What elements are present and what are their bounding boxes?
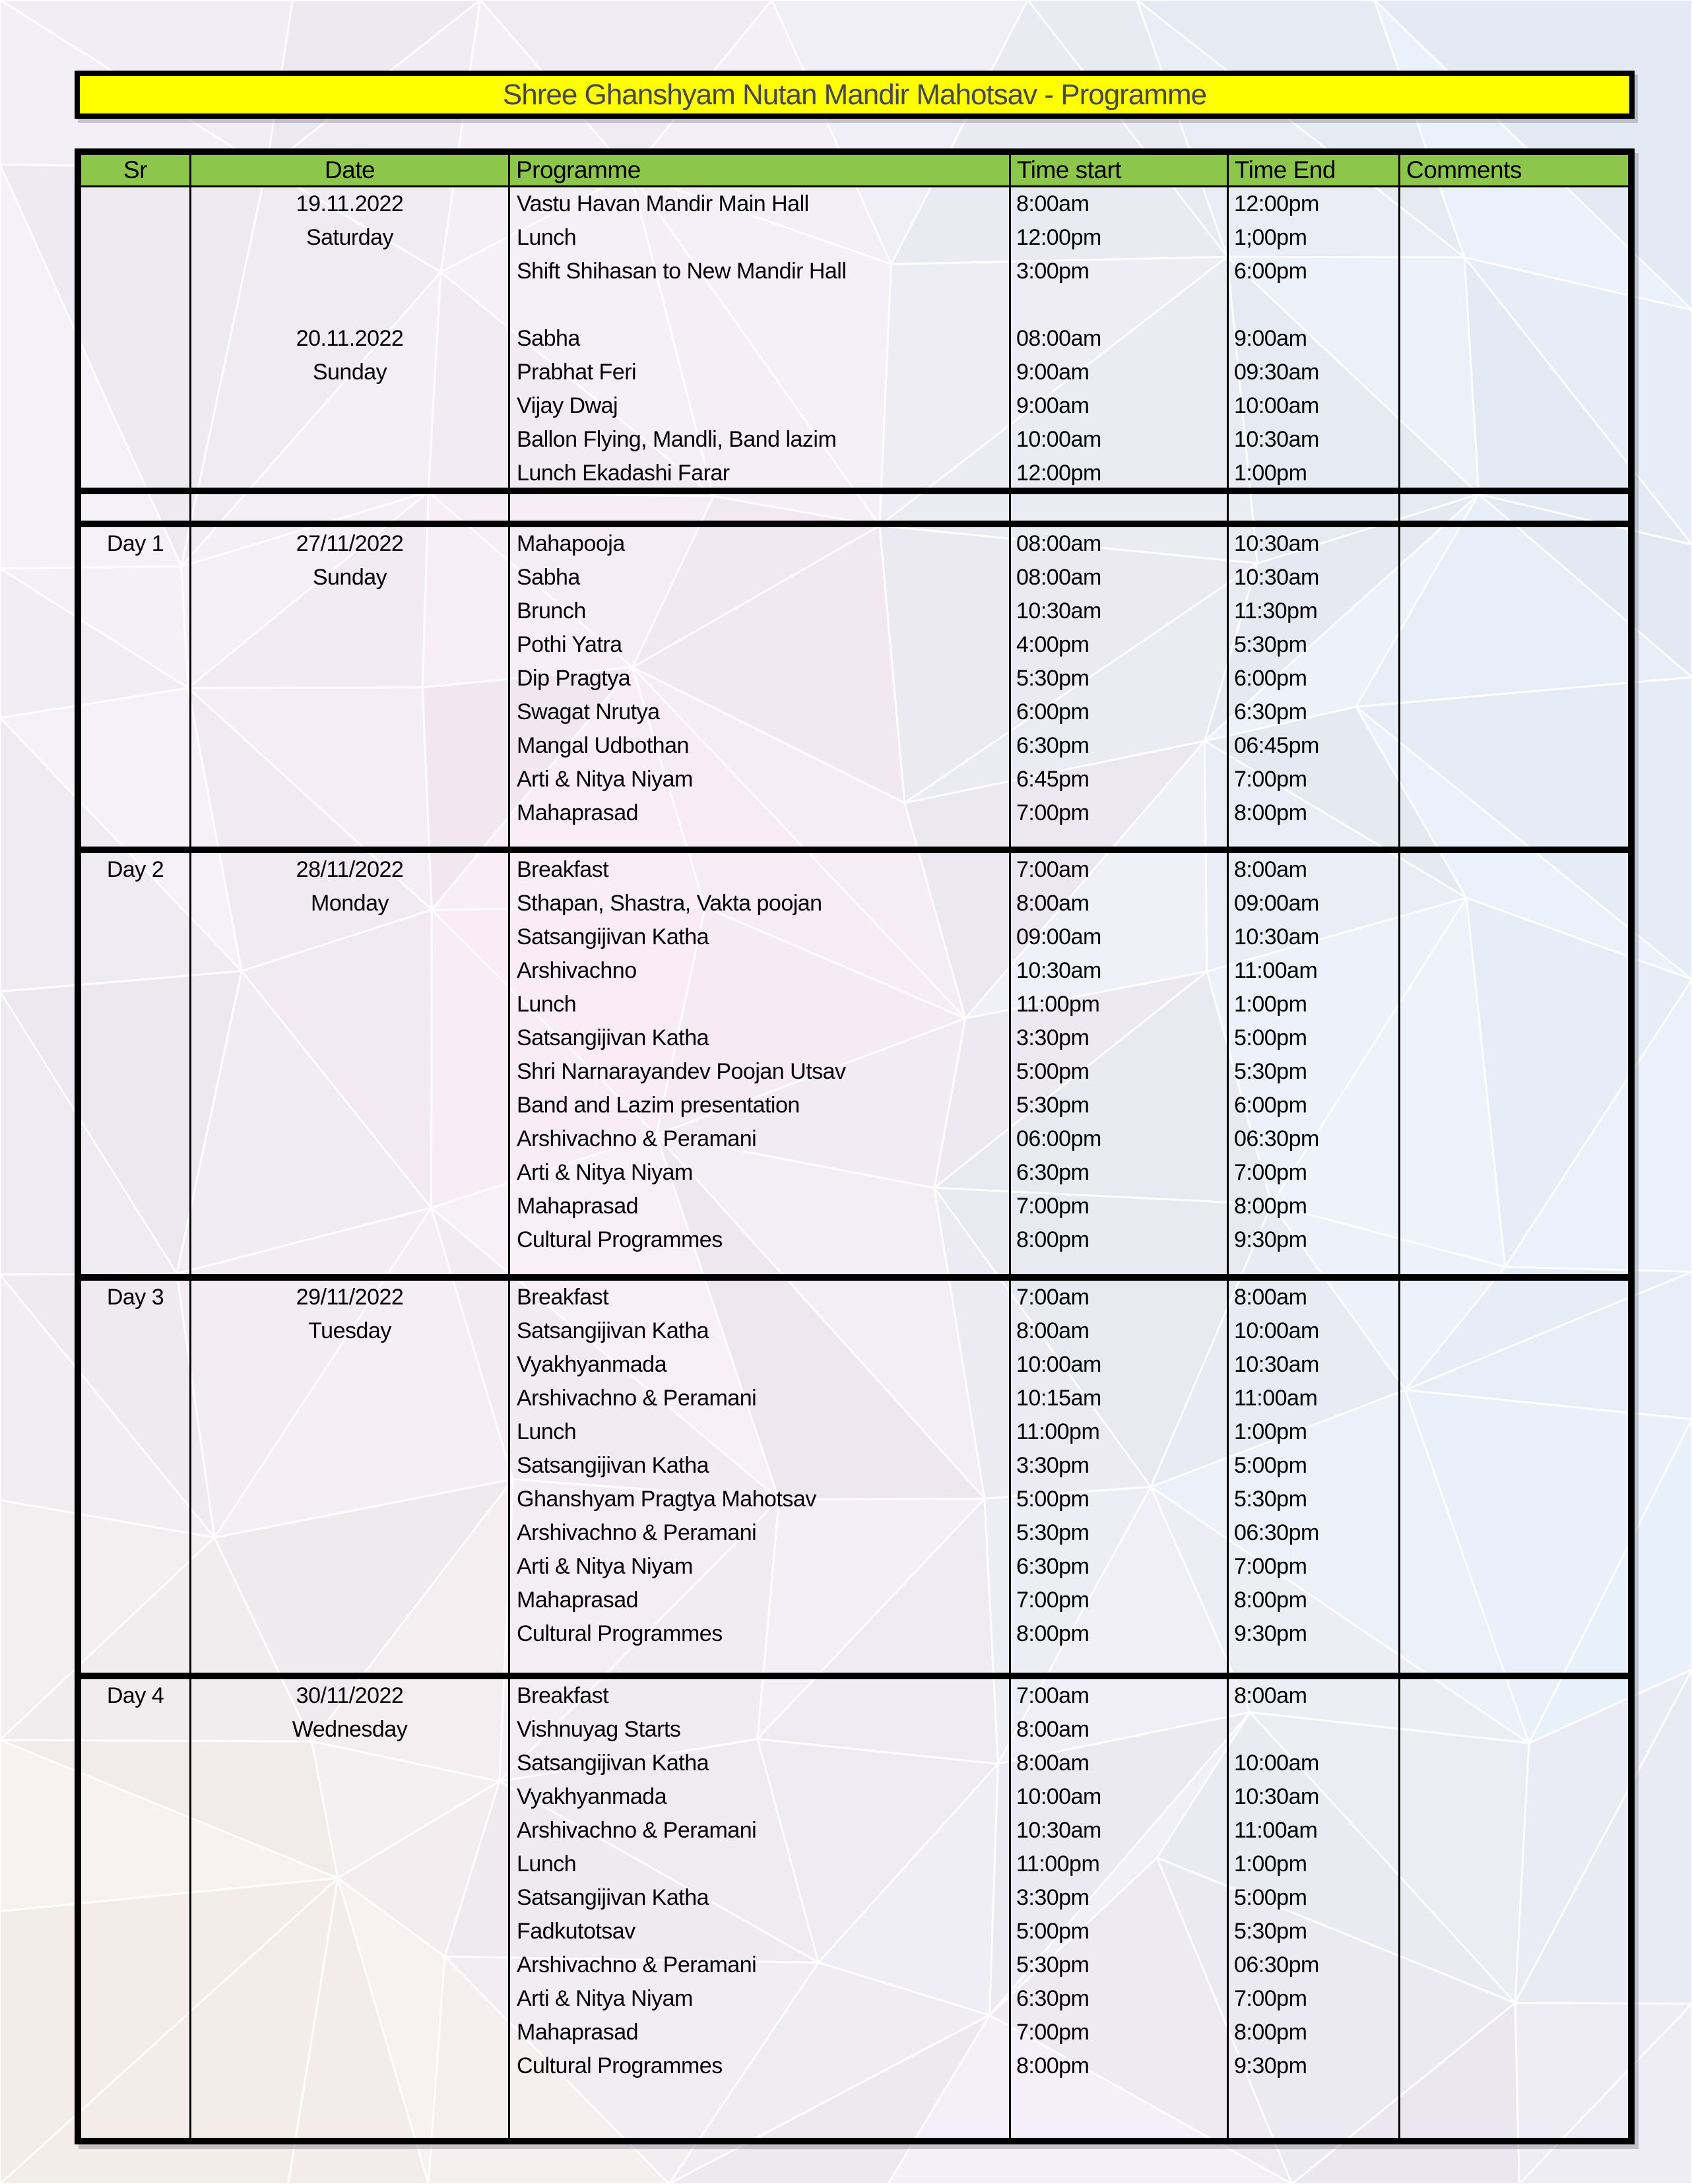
- programme-cell: Vishnuyag Starts: [517, 1717, 681, 1742]
- programme-cell: Satsangijivan Katha: [517, 1318, 709, 1343]
- programme-cell: Cultural Programmes: [517, 1621, 723, 1646]
- date-label: 27/11/2022: [296, 531, 404, 556]
- time-end-cell: 10:00am: [1234, 1318, 1319, 1343]
- time-start-cell: 8:00am: [1016, 891, 1090, 916]
- time-start-cell: 5:00pm: [1016, 1919, 1090, 1944]
- time-end-cell: 09:00am: [1234, 891, 1319, 916]
- day-number-label: Day 2: [106, 857, 164, 882]
- sr-column: [81, 853, 191, 1274]
- time-end-cell: 11:00am: [1234, 958, 1318, 983]
- end-column: [1229, 494, 1400, 521]
- time-start-cell: 09:00am: [1016, 924, 1101, 949]
- date-column: [191, 494, 510, 521]
- time-start-cell: 6:30pm: [1016, 1986, 1090, 2011]
- start-column: [1011, 494, 1229, 521]
- time-end-cell: 10:30am: [1234, 1352, 1319, 1377]
- time-start-cell: 8:00am: [1016, 1318, 1090, 1343]
- section-day-2: [81, 847, 1628, 1274]
- time-end-cell: 6:30pm: [1234, 699, 1307, 724]
- time-end-cell: 06:30pm: [1234, 1952, 1319, 1977]
- time-start-cell: 6:45pm: [1016, 767, 1090, 792]
- end-column: [1229, 187, 1400, 488]
- time-end-cell: 5:00pm: [1234, 1885, 1307, 1910]
- time-start-cell: 3:30pm: [1016, 1885, 1090, 1910]
- date-column: [191, 527, 510, 847]
- time-start-cell: 08:00am: [1016, 565, 1101, 590]
- programme-column: [510, 853, 1011, 1274]
- comments-column: [1400, 527, 1628, 847]
- programme-cell: Arshivachno & Peramani: [517, 1386, 757, 1411]
- time-start-cell: 10:30am: [1016, 958, 1101, 983]
- programme-cell: Sabha: [517, 565, 580, 590]
- programme-cell: Lunch: [517, 1419, 577, 1444]
- programme-cell: Satsangijivan Katha: [517, 1750, 709, 1776]
- time-start-cell: 8:00am: [1016, 1717, 1090, 1742]
- programme-cell: Arti & Nitya Niyam: [517, 1554, 693, 1579]
- time-end-cell: 10:00am: [1234, 393, 1319, 418]
- time-end-cell: 10:30am: [1234, 565, 1319, 590]
- time-start-cell: 6:30pm: [1016, 1160, 1090, 1185]
- programme-cell: Arti & Nitya Niyam: [517, 1986, 693, 2011]
- time-end-cell: 8:00pm: [1234, 1588, 1307, 1613]
- time-start-cell: 08:00am: [1016, 326, 1101, 351]
- time-start-cell: 10:00am: [1016, 1352, 1101, 1377]
- time-start-cell: 10:00am: [1016, 1784, 1101, 1809]
- time-start-cell: 7:00am: [1016, 857, 1090, 882]
- time-end-cell: 8:00pm: [1234, 800, 1307, 825]
- start-column: [1011, 527, 1229, 847]
- programme-cell: Satsangijivan Katha: [517, 1885, 709, 1910]
- header-cell-programme: Programme: [510, 155, 1011, 185]
- time-start-cell: 6:30pm: [1016, 1554, 1090, 1579]
- weekday-label: Saturday: [306, 225, 394, 250]
- programme-cell: Ballon Flying, Mandli, Band lazim: [517, 427, 837, 452]
- time-start-cell: 4:00pm: [1016, 632, 1090, 657]
- end-column: [1229, 1281, 1400, 1673]
- weekday-label: Monday: [311, 891, 389, 916]
- programme-cell: Lunch Ekadashi Farar: [517, 461, 730, 486]
- programme-cell: Lunch: [517, 992, 577, 1017]
- time-start-cell: 8:00am: [1016, 191, 1090, 216]
- time-start-cell: 12:00pm: [1016, 461, 1101, 486]
- time-end-cell: 06:45pm: [1234, 733, 1319, 758]
- time-start-cell: 5:30pm: [1016, 1952, 1090, 1977]
- programme-cell: Mahaprasad: [517, 1194, 639, 1219]
- programme-cell: Mahaprasad: [517, 1588, 639, 1613]
- time-end-cell: 9:30pm: [1234, 1621, 1307, 1646]
- programme-column: [510, 1679, 1011, 2138]
- date-label: 28/11/2022: [296, 857, 404, 882]
- comments-column: [1400, 187, 1628, 488]
- programme-cell: Brunch: [517, 598, 586, 624]
- sr-column: [81, 1679, 191, 2138]
- header-cell-time-end: Time End: [1229, 155, 1400, 185]
- time-end-cell: 1;00pm: [1234, 225, 1307, 250]
- time-end-cell: 7:00pm: [1234, 1986, 1307, 2011]
- time-start-cell: 9:00am: [1016, 393, 1090, 418]
- time-end-cell: 5:30pm: [1234, 1487, 1307, 1512]
- time-start-cell: 7:00am: [1016, 1285, 1090, 1310]
- programme-cell: Breakfast: [517, 1683, 609, 1708]
- header-cell-sr: Sr: [81, 155, 191, 185]
- table-sections: [81, 187, 1628, 2138]
- time-start-cell: 9:00am: [1016, 360, 1090, 385]
- time-start-cell: 7:00pm: [1016, 800, 1090, 825]
- time-end-cell: 9:00am: [1234, 326, 1307, 351]
- time-start-cell: 5:00pm: [1016, 1487, 1090, 1512]
- time-start-cell: 8:00pm: [1016, 1621, 1090, 1646]
- programme-cell: Breakfast: [517, 857, 609, 882]
- date-column: [191, 187, 510, 488]
- time-end-cell: 1:00pm: [1234, 1851, 1307, 1877]
- programme-cell: Vyakhyanmada: [517, 1784, 667, 1809]
- programme-cell: Pothi Yatra: [517, 632, 622, 657]
- time-start-cell: 7:00pm: [1016, 1194, 1090, 1219]
- end-column: [1229, 1679, 1400, 2138]
- time-end-cell: 11:30pm: [1234, 598, 1318, 624]
- time-end-cell: 5:00pm: [1234, 1453, 1307, 1478]
- header-cell-date: Date: [191, 155, 510, 185]
- programme-cell: Mahapooja: [517, 531, 625, 556]
- start-column: [1011, 187, 1229, 488]
- time-start-cell: 6:00pm: [1016, 699, 1090, 724]
- start-column: [1011, 853, 1229, 1274]
- time-start-cell: 5:30pm: [1016, 1520, 1090, 1545]
- time-end-cell: 10:30am: [1234, 531, 1319, 556]
- time-end-cell: 06:30pm: [1234, 1520, 1319, 1545]
- programme-cell: Vastu Havan Mandir Main Hall: [517, 191, 809, 216]
- section-day-4: [81, 1673, 1628, 2138]
- date-label: 19.11.2022: [296, 191, 404, 216]
- time-end-cell: 7:00pm: [1234, 1554, 1307, 1579]
- programme-cell: Lunch: [517, 1851, 577, 1877]
- time-end-cell: 11:00am: [1234, 1818, 1318, 1843]
- time-start-cell: 6:30pm: [1016, 733, 1090, 758]
- title-banner: [75, 71, 1635, 119]
- time-end-cell: 6:00pm: [1234, 666, 1307, 691]
- time-end-cell: 10:00am: [1234, 1750, 1319, 1776]
- programme-cell: Mahaprasad: [517, 800, 639, 825]
- programme-cell: Shri Narnarayandev Poojan Utsav: [517, 1059, 846, 1084]
- time-start-cell: 3:30pm: [1016, 1453, 1090, 1478]
- time-start-cell: 10:00am: [1016, 427, 1101, 452]
- programme-cell: Satsangijivan Katha: [517, 1453, 709, 1478]
- title-text: Shree Ghanshyam Nutan Mandir Mahotsav - Programme: [502, 78, 1207, 111]
- day-number-label: Day 1: [106, 531, 164, 556]
- time-end-cell: 5:30pm: [1234, 1919, 1307, 1944]
- comments-column: [1400, 1281, 1628, 1673]
- programme-cell: Swagat Nrutya: [517, 699, 660, 724]
- programme-cell: Vyakhyanmada: [517, 1352, 667, 1377]
- programme-cell: Arti & Nitya Niyam: [517, 1160, 693, 1185]
- programme-cell: Arshivachno & Peramani: [517, 1520, 757, 1545]
- time-end-cell: 10:30am: [1234, 924, 1319, 949]
- date-column: [191, 1679, 510, 2138]
- programme-table: [75, 148, 1635, 2144]
- section-pre-programme: [81, 187, 1628, 488]
- date-column: [191, 1281, 510, 1673]
- programme-cell: Band and Lazim presentation: [517, 1093, 800, 1118]
- programme-column: [510, 494, 1011, 521]
- separator-row: [81, 488, 1628, 521]
- time-end-cell: 09:30am: [1234, 360, 1319, 385]
- programme-cell: Mangal Udbothan: [517, 733, 689, 758]
- time-end-cell: 7:00pm: [1234, 767, 1307, 792]
- date-label: 20.11.2022: [296, 326, 404, 351]
- time-start-cell: 5:00pm: [1016, 1059, 1090, 1084]
- time-end-cell: 9:30pm: [1234, 2053, 1307, 2078]
- date-column: [191, 853, 510, 1274]
- programme-column: [510, 527, 1011, 847]
- programme-cell: Arshivachno & Peramani: [517, 1952, 757, 1977]
- time-start-cell: 8:00pm: [1016, 1227, 1090, 1252]
- programme-cell: Ghanshyam Pragtya Mahotsav: [517, 1487, 816, 1512]
- time-end-cell: 10:30am: [1234, 1784, 1319, 1809]
- start-column: [1011, 1281, 1229, 1673]
- time-end-cell: 8:00pm: [1234, 2020, 1307, 2045]
- time-start-cell: 10:15am: [1016, 1386, 1101, 1411]
- time-end-cell: 8:00am: [1234, 1683, 1307, 1708]
- time-end-cell: 8:00pm: [1234, 1194, 1307, 1219]
- day-number-label: Day 3: [106, 1285, 164, 1310]
- time-start-cell: 7:00pm: [1016, 2020, 1090, 2045]
- table-header-row: [81, 155, 1628, 187]
- time-start-cell: 10:30am: [1016, 598, 1101, 624]
- time-start-cell: 3:00pm: [1016, 259, 1090, 284]
- time-end-cell: 11:00am: [1234, 1386, 1318, 1411]
- section-day-1: [81, 521, 1628, 847]
- time-end-cell: 06:30pm: [1234, 1126, 1319, 1151]
- time-end-cell: 12:00pm: [1234, 191, 1319, 216]
- time-end-cell: 5:00pm: [1234, 1025, 1307, 1050]
- weekday-label: Sunday: [312, 565, 387, 590]
- time-start-cell: 12:00pm: [1016, 225, 1101, 250]
- time-end-cell: 9:30pm: [1234, 1227, 1307, 1252]
- time-end-cell: 5:30pm: [1234, 1059, 1307, 1084]
- time-end-cell: 6:00pm: [1234, 259, 1307, 284]
- comments-column: [1400, 494, 1628, 521]
- weekday-label: Wednesday: [292, 1717, 408, 1742]
- programme-column: [510, 1281, 1011, 1673]
- section-day-3: [81, 1274, 1628, 1673]
- sr-column: [81, 1281, 191, 1673]
- sr-column: [81, 494, 191, 521]
- end-column: [1229, 527, 1400, 847]
- time-start-cell: 10:30am: [1016, 1818, 1101, 1843]
- time-start-cell: 11:00pm: [1016, 1851, 1100, 1877]
- time-start-cell: 08:00am: [1016, 531, 1101, 556]
- time-start-cell: 06:00pm: [1016, 1126, 1101, 1151]
- programme-column: [510, 187, 1011, 488]
- programme-cell: Prabhat Feri: [517, 360, 637, 385]
- header-cell-comments: Comments: [1406, 156, 1522, 183]
- time-end-cell: 1:00pm: [1234, 1419, 1307, 1444]
- programme-cell: Dip Pragtya: [517, 666, 631, 691]
- programme-cell: Arshivachno & Peramani: [517, 1126, 757, 1151]
- programme-cell: Breakfast: [517, 1285, 609, 1310]
- time-start-cell: 8:00pm: [1016, 2053, 1090, 2078]
- time-end-cell: 6:00pm: [1234, 1093, 1307, 1118]
- day-number-label: Day 4: [106, 1683, 164, 1708]
- end-column: [1229, 853, 1400, 1274]
- programme-cell: Cultural Programmes: [517, 1227, 723, 1252]
- time-start-cell: 11:00pm: [1016, 992, 1100, 1017]
- weekday-label: Sunday: [312, 360, 387, 385]
- comments-column: [1400, 853, 1628, 1274]
- sr-column: [81, 527, 191, 847]
- programme-cell: Arshivachno & Peramani: [517, 1818, 757, 1843]
- programme-cell: Arshivachno: [517, 958, 637, 983]
- comments-column: [1400, 1679, 1628, 2138]
- programme-cell: Satsangijivan Katha: [517, 924, 709, 949]
- time-end-cell: 5:30pm: [1234, 632, 1307, 657]
- programme-cell: Mahaprasad: [517, 2020, 639, 2045]
- time-end-cell: 7:00pm: [1234, 1160, 1307, 1185]
- programme-cell: Fadkutotsav: [517, 1919, 635, 1944]
- programme-cell: Vijay Dwaj: [517, 393, 618, 418]
- weekday-label: Tuesday: [308, 1318, 391, 1343]
- time-end-cell: 8:00am: [1234, 857, 1307, 882]
- time-start-cell: 3:30pm: [1016, 1025, 1090, 1050]
- header-cell-time-start: Time start: [1011, 155, 1229, 185]
- programme-cell: Satsangijivan Katha: [517, 1025, 709, 1050]
- date-label: 29/11/2022: [296, 1285, 404, 1310]
- time-end-cell: 1:00pm: [1234, 992, 1307, 1017]
- start-column: [1011, 1679, 1229, 2138]
- date-label: 30/11/2022: [296, 1683, 404, 1708]
- time-start-cell: 7:00am: [1016, 1683, 1090, 1708]
- time-start-cell: 11:00pm: [1016, 1419, 1100, 1444]
- programme-cell: Sthapan, Shastra, Vakta poojan: [517, 891, 822, 916]
- sr-column: [81, 187, 191, 488]
- time-start-cell: 5:30pm: [1016, 1093, 1090, 1118]
- programme-cell: Shift Shihasan to New Mandir Hall: [517, 259, 847, 284]
- time-start-cell: 7:00pm: [1016, 1588, 1090, 1613]
- programme-cell: Lunch: [517, 225, 577, 250]
- programme-cell: Arti & Nitya Niyam: [517, 767, 693, 792]
- time-start-cell: 5:30pm: [1016, 666, 1090, 691]
- programme-cell: Cultural Programmes: [517, 2053, 723, 2078]
- programme-cell: Sabha: [517, 326, 580, 351]
- time-end-cell: 1:00pm: [1234, 461, 1307, 486]
- time-end-cell: 8:00am: [1234, 1285, 1307, 1310]
- time-start-cell: 8:00am: [1016, 1750, 1090, 1776]
- time-end-cell: 10:30am: [1234, 427, 1319, 452]
